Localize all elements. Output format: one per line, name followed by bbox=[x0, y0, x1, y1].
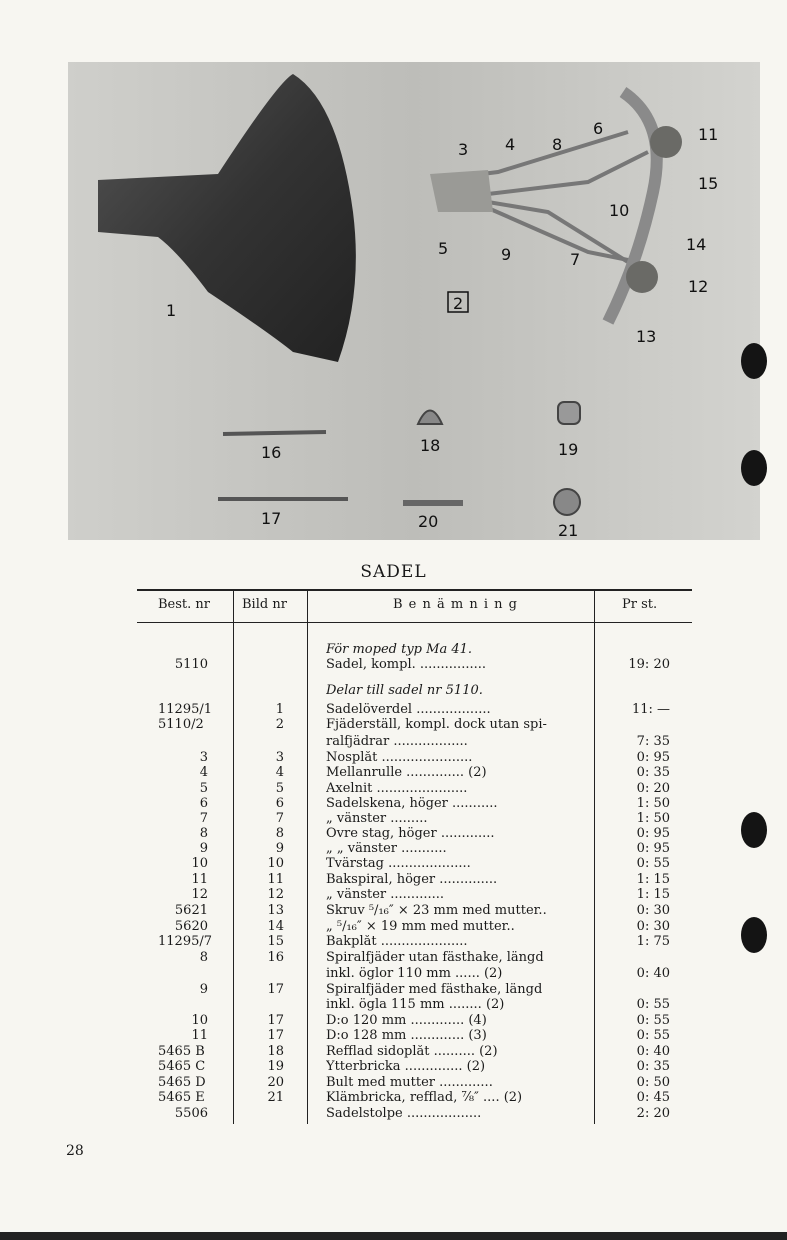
label-20: 20 bbox=[418, 512, 439, 531]
table-row bbox=[0, 857, 787, 871]
cell-bild: 5 bbox=[275, 781, 284, 796]
cell-best: 5465 E bbox=[158, 1090, 205, 1105]
table-row bbox=[0, 643, 787, 657]
header-best: Best. nr bbox=[158, 597, 210, 612]
cell-price: 0: 30 bbox=[636, 903, 670, 918]
cell-price: 0: 45 bbox=[636, 1090, 670, 1105]
cell-bild: 4 bbox=[275, 765, 284, 780]
label-17: 17 bbox=[261, 509, 282, 528]
label-19: 19 bbox=[558, 440, 579, 459]
cell-benamning: ralfjädrar .................. bbox=[326, 735, 468, 749]
cell-bild: 17 bbox=[267, 1028, 284, 1043]
label-13: 13 bbox=[636, 327, 657, 346]
cell-best: 5110 bbox=[174, 657, 208, 672]
cell-benamning: Tvärstag .................... bbox=[326, 857, 471, 871]
cell-best: 9 bbox=[199, 841, 208, 856]
label-1: 1 bbox=[166, 301, 177, 320]
cell-price: 7: 35 bbox=[636, 734, 670, 749]
cell-benamning: Sadelskena, höger ........... bbox=[326, 797, 498, 811]
cell-bild: 18 bbox=[267, 1044, 284, 1059]
binder-hole-3 bbox=[741, 812, 767, 848]
table-top-rule bbox=[137, 589, 692, 591]
table-row bbox=[0, 1014, 787, 1028]
table-row bbox=[0, 888, 787, 902]
table-row bbox=[0, 1107, 787, 1121]
cell-bild: 12 bbox=[267, 887, 284, 902]
table-row bbox=[0, 951, 787, 965]
cell-best: 11295/7 bbox=[158, 934, 213, 949]
table-row bbox=[0, 812, 787, 826]
cell-benamning: Bakplåt ..................... bbox=[326, 935, 468, 949]
cell-price: 0: 95 bbox=[636, 826, 670, 841]
table-row bbox=[0, 658, 787, 672]
label-10: 10 bbox=[609, 201, 630, 220]
label-12: 12 bbox=[688, 277, 709, 296]
cell-best: 5465 D bbox=[158, 1075, 206, 1090]
cell-price: 11: — bbox=[631, 702, 670, 717]
cell-best: 5110/2 bbox=[158, 717, 204, 732]
cell-price: 0: 55 bbox=[636, 856, 670, 871]
cell-best: 5 bbox=[199, 781, 208, 796]
cell-price: 2: 20 bbox=[636, 1106, 670, 1121]
cell-benamning: Ytterbricka .............. (2) bbox=[326, 1060, 486, 1074]
header-bild: Bild nr bbox=[242, 597, 287, 612]
cell-benamning: „ „ vänster ........... bbox=[326, 842, 447, 856]
label-2: 2 bbox=[453, 294, 464, 313]
label-11: 11 bbox=[698, 125, 719, 144]
cell-best: 11 bbox=[191, 1028, 208, 1043]
cell-best: 8 bbox=[199, 826, 208, 841]
label-8: 8 bbox=[552, 135, 563, 154]
cell-bild: 21 bbox=[267, 1090, 284, 1105]
bottom-edge bbox=[0, 1232, 787, 1240]
table-header-rule bbox=[137, 622, 692, 623]
table-row bbox=[0, 1076, 787, 1090]
table-row bbox=[0, 827, 787, 841]
cell-price: 0: 40 bbox=[636, 1044, 670, 1059]
cell-benamning: Skruv ⁵/₁₆″ × 23 mm med mutter.. bbox=[326, 904, 547, 918]
binder-hole-1 bbox=[741, 343, 767, 379]
cell-bild: 17 bbox=[267, 1013, 284, 1028]
label-16: 16 bbox=[261, 443, 282, 462]
cell-price: 0: 30 bbox=[636, 919, 670, 934]
cell-price: 1: 50 bbox=[636, 796, 670, 811]
cell-bild: 16 bbox=[267, 950, 284, 965]
table-row bbox=[0, 1060, 787, 1074]
table-row bbox=[0, 935, 787, 949]
cell-benamning: Sadelstolpe .................. bbox=[326, 1107, 482, 1121]
cell-bild: 6 bbox=[275, 796, 284, 811]
cell-price: 1: 75 bbox=[636, 934, 670, 949]
binder-hole-2 bbox=[741, 450, 767, 486]
cell-price: 0: 35 bbox=[636, 1059, 670, 1074]
cell-benamning: Delar till sadel nr 5110. bbox=[326, 684, 483, 698]
table-row bbox=[0, 904, 787, 918]
table-row bbox=[0, 967, 787, 981]
cell-best: 3 bbox=[199, 750, 208, 765]
cell-bild: 17 bbox=[267, 982, 284, 997]
cell-benamning: Nosplåt ...................... bbox=[326, 751, 473, 765]
table-row bbox=[0, 842, 787, 856]
section-caption: SADEL bbox=[360, 562, 427, 582]
cell-price: 0: 55 bbox=[636, 1028, 670, 1043]
table-row bbox=[0, 873, 787, 887]
cell-price: 19: 20 bbox=[628, 657, 670, 672]
cell-best: 12 bbox=[191, 887, 208, 902]
table-row bbox=[0, 735, 787, 749]
table-row bbox=[0, 920, 787, 934]
binder-hole-4 bbox=[741, 917, 767, 953]
label-3: 3 bbox=[458, 140, 469, 159]
cell-benamning: Övre stag, höger ............. bbox=[326, 827, 495, 841]
cell-benamning: Bakspiral, höger .............. bbox=[326, 873, 498, 887]
cell-benamning: Fjäderställ, kompl. dock utan spi- bbox=[326, 718, 547, 732]
cell-benamning: För moped typ Ma 41. bbox=[326, 643, 472, 657]
cell-bild: 9 bbox=[275, 841, 284, 856]
cell-benamning: „ ⁵/₁₆″ × 19 mm med mutter.. bbox=[326, 920, 515, 934]
cell-price: 0: 55 bbox=[636, 1013, 670, 1028]
table-row bbox=[0, 1091, 787, 1105]
table-row bbox=[0, 797, 787, 811]
cell-best: 11295/1 bbox=[158, 702, 213, 717]
parts-photo bbox=[68, 62, 760, 540]
cell-benamning: D:o 120 mm ............. (4) bbox=[326, 1014, 487, 1028]
cell-benamning: „ vänster ............. bbox=[326, 888, 444, 902]
cell-best: 9 bbox=[199, 982, 208, 997]
cell-best: 5621 bbox=[174, 903, 208, 918]
label-14: 14 bbox=[686, 235, 707, 254]
table-row bbox=[0, 998, 787, 1012]
cell-benamning: Sadelöverdel .................. bbox=[326, 703, 491, 717]
cell-benamning: Axelnit ...................... bbox=[326, 782, 468, 796]
cell-benamning: Klämbricka, refflad, ⅞″ .... (2) bbox=[326, 1091, 523, 1105]
cell-price: 0: 50 bbox=[636, 1075, 670, 1090]
cell-best: 5620 bbox=[174, 919, 208, 934]
cell-price: 1: 50 bbox=[636, 811, 670, 826]
cell-price: 0: 40 bbox=[636, 966, 670, 981]
cell-bild: 19 bbox=[267, 1059, 284, 1074]
table-row bbox=[0, 684, 787, 698]
cell-benamning: inkl. öglor 110 mm ...... (2) bbox=[326, 967, 503, 981]
cell-price: 0: 35 bbox=[636, 765, 670, 780]
cell-best: 11 bbox=[191, 872, 208, 887]
table-row bbox=[0, 766, 787, 780]
cell-best: 5506 bbox=[174, 1106, 208, 1121]
table-row bbox=[0, 751, 787, 765]
cell-bild: 10 bbox=[267, 856, 284, 871]
table-row bbox=[0, 782, 787, 796]
cell-benamning: Sadel, kompl. ................ bbox=[326, 658, 486, 672]
cell-best: 6 bbox=[199, 796, 208, 811]
cell-benamning: Spiralfjäder med fästhake, längd bbox=[326, 983, 543, 997]
cell-best: 8 bbox=[199, 950, 208, 965]
label-15: 15 bbox=[698, 174, 719, 193]
cell-benamning: Refflad sidoplåt .......... (2) bbox=[326, 1045, 498, 1059]
label-7: 7 bbox=[570, 250, 581, 269]
cell-price: 1: 15 bbox=[636, 872, 670, 887]
cell-best: 7 bbox=[199, 811, 208, 826]
cell-bild: 2 bbox=[275, 717, 284, 732]
header-pris: Pr st. bbox=[622, 597, 658, 612]
cell-benamning: inkl. ögla 115 mm ........ (2) bbox=[326, 998, 505, 1012]
table-row bbox=[0, 703, 787, 717]
cell-benamning: Spiralfjäder utan fästhake, längd bbox=[326, 951, 544, 965]
cell-best: 4 bbox=[199, 765, 208, 780]
cell-bild: 15 bbox=[267, 934, 284, 949]
cell-bild: 7 bbox=[275, 811, 284, 826]
cell-bild: 20 bbox=[267, 1075, 284, 1090]
table-row bbox=[0, 983, 787, 997]
cell-bild: 8 bbox=[275, 826, 284, 841]
cell-best: 10 bbox=[191, 856, 208, 871]
cell-bild: 11 bbox=[267, 872, 284, 887]
cell-price: 0: 95 bbox=[636, 750, 670, 765]
label-6: 6 bbox=[593, 119, 604, 138]
cell-best: 5465 C bbox=[158, 1059, 206, 1074]
cell-price: 0: 20 bbox=[636, 781, 670, 796]
cell-price: 0: 95 bbox=[636, 841, 670, 856]
page-number: 28 bbox=[66, 1143, 84, 1159]
cell-benamning: Bult med mutter ............. bbox=[326, 1076, 493, 1090]
cell-bild: 1 bbox=[275, 702, 284, 717]
cell-benamning: Mellanrulle .............. (2) bbox=[326, 766, 487, 780]
label-4: 4 bbox=[505, 135, 516, 154]
cell-benamning: D:o 128 mm ............. (3) bbox=[326, 1029, 487, 1043]
label-18: 18 bbox=[420, 436, 441, 455]
table-row bbox=[0, 1029, 787, 1043]
label-21: 21 bbox=[558, 521, 579, 540]
cell-best: 10 bbox=[191, 1013, 208, 1028]
cell-price: 1: 15 bbox=[636, 887, 670, 902]
table-row bbox=[0, 1045, 787, 1059]
header-benamning: B e n ä m n i n g bbox=[393, 597, 518, 612]
cell-bild: 14 bbox=[267, 919, 284, 934]
table-row bbox=[0, 718, 787, 732]
cell-price: 0: 55 bbox=[636, 997, 670, 1012]
label-9: 9 bbox=[501, 245, 512, 264]
cell-best: 5465 B bbox=[158, 1044, 205, 1059]
cell-bild: 3 bbox=[275, 750, 284, 765]
label-5: 5 bbox=[438, 239, 449, 258]
cell-benamning: „ vänster ......... bbox=[326, 812, 428, 826]
cell-bild: 13 bbox=[267, 903, 284, 918]
